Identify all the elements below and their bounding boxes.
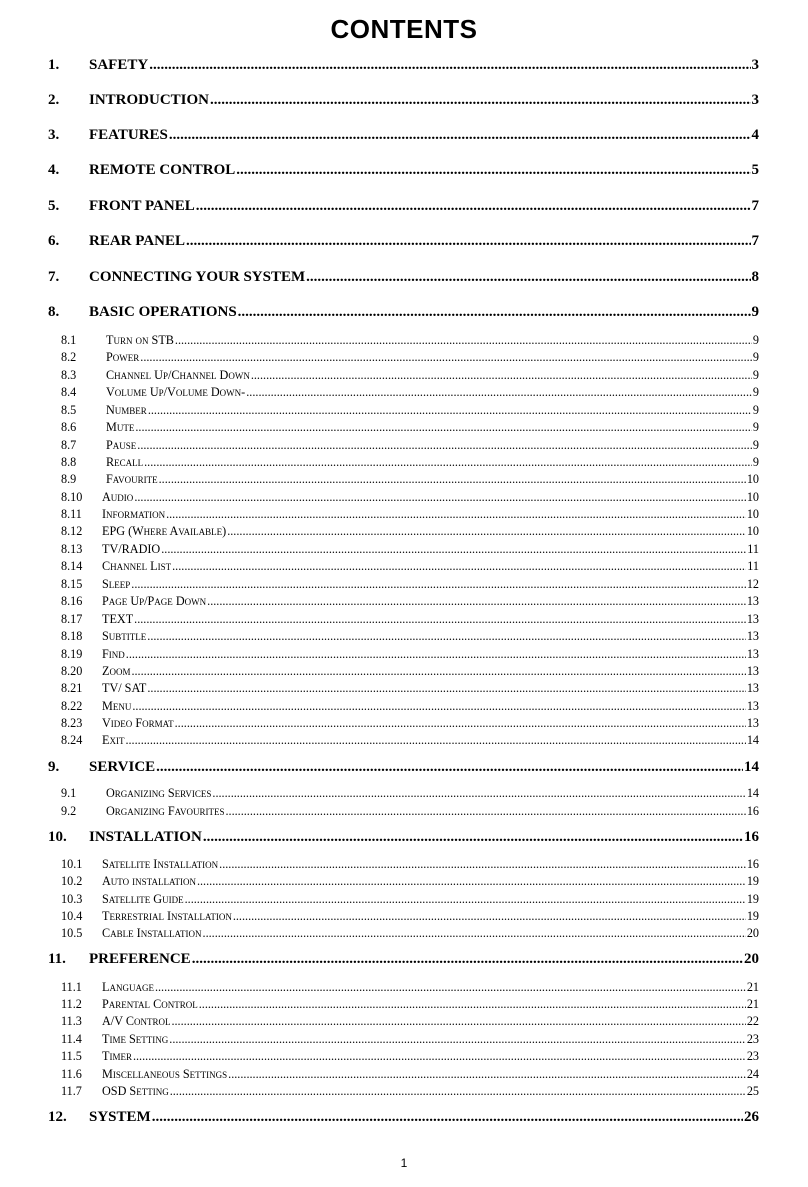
toc-entry-number: 8.11 (61, 507, 82, 521)
toc-dot-leader (161, 542, 746, 557)
toc-entry-page: 22 (746, 1014, 759, 1028)
toc-subsection-entry[interactable] (48, 997, 759, 1013)
toc-entry-page: 19 (746, 909, 759, 923)
toc-entry-label: OSD Setting (102, 1084, 169, 1098)
toc-subsection-entry[interactable] (48, 507, 759, 523)
toc-entry-label: Satellite Guide (102, 892, 184, 906)
toc-entry-page: 9 (752, 420, 759, 434)
toc-dot-leader (203, 829, 743, 846)
toc-entry-number: 8.16 (61, 594, 83, 608)
toc-entry-label: Exit (102, 733, 125, 747)
toc-entry-label: FRONT PANEL (89, 198, 195, 214)
toc-entry-page: 16 (746, 804, 759, 818)
toc-dot-leader (236, 162, 750, 179)
toc-entry-number: 11.2 (61, 997, 82, 1011)
toc-subsection-entry[interactable] (48, 681, 759, 697)
toc-dot-leader (233, 909, 746, 924)
toc-subsection-entry[interactable] (48, 350, 759, 366)
toc-entry-number: 8.17 (61, 612, 83, 626)
toc-entry-number: 8.13 (61, 542, 83, 556)
toc-dot-leader (159, 472, 746, 487)
toc-entry-label: Mute (106, 420, 135, 434)
toc-entry-label: PREFERENCE (89, 951, 191, 967)
toc-entry-number: 11.5 (61, 1049, 82, 1063)
toc-dot-leader (140, 350, 752, 365)
toc-subsection-entry[interactable] (48, 1032, 759, 1048)
toc-entry-number: 11. (48, 951, 66, 967)
toc-section-entry[interactable] (48, 92, 759, 112)
toc-entry-label: Favourite (106, 472, 158, 486)
toc-entry-number: 8.4 (61, 385, 77, 399)
toc-subsection-entry[interactable] (48, 612, 759, 628)
toc-entry-label: FEATURES (89, 127, 168, 143)
toc-entry-number: 6. (48, 233, 60, 249)
toc-subsection-entry[interactable] (48, 333, 759, 349)
toc-section-entry[interactable] (48, 829, 759, 849)
toc-entry-label: TV/ SAT (102, 681, 147, 695)
toc-entry-number: 2. (48, 92, 60, 108)
toc-entry-page: 9 (752, 403, 759, 417)
toc-section-entry[interactable] (48, 759, 759, 779)
toc-entry-page: 11 (747, 542, 759, 556)
toc-subsection-entry[interactable] (48, 1049, 759, 1065)
toc-subsection-entry[interactable] (48, 490, 759, 506)
toc-entry-label: REAR PANEL (89, 233, 185, 249)
toc-entry-label: Terrestrial Installation (102, 909, 232, 923)
toc-entry-number: 3. (48, 127, 60, 143)
toc-entry-number: 5. (48, 198, 60, 214)
toc-entry-number: 8.14 (61, 559, 83, 573)
toc-entry-number: 10. (48, 829, 67, 845)
toc-dot-leader (251, 368, 752, 383)
toc-entry-page: 9 (752, 368, 759, 382)
toc-entry-page: 16 (746, 857, 759, 871)
toc-dot-leader (170, 1084, 746, 1099)
toc-dot-leader (185, 892, 746, 907)
toc-subsection-entry[interactable] (48, 892, 759, 908)
toc-subsection-entry[interactable] (48, 664, 759, 680)
toc-entry-number: 7. (48, 269, 60, 285)
toc-dot-leader (212, 786, 745, 801)
toc-entry-label: TV/RADIO (102, 542, 161, 556)
toc-subsection-entry[interactable] (48, 438, 759, 454)
toc-entry-number: 8.24 (61, 733, 83, 747)
toc-entry-label: Parental Control (102, 997, 198, 1011)
toc-entry-label: Channel Up/Channel Down (106, 368, 250, 382)
toc-entry-page: 26 (744, 1109, 759, 1125)
toc-dot-leader (132, 699, 745, 714)
toc-entry-number: 11.6 (61, 1067, 82, 1081)
toc-entry-page: 9 (752, 385, 759, 399)
toc-entry-label: Miscellaneous Settings (102, 1067, 228, 1081)
toc-subsection-entry[interactable] (48, 1014, 759, 1030)
toc-entry-label: Language (102, 980, 154, 994)
toc-subsection-entry[interactable] (48, 874, 759, 890)
toc-dot-leader (155, 980, 746, 995)
toc-entry-number: 8.22 (61, 699, 83, 713)
toc-entry-page: 20 (746, 926, 759, 940)
toc-subsection-entry[interactable] (48, 594, 759, 610)
toc-entry-page: 13 (746, 664, 759, 678)
toc-section-entry[interactable] (48, 951, 759, 971)
toc-dot-leader (169, 1032, 746, 1047)
toc-dot-leader (203, 926, 746, 941)
toc-entry-page: 7 (751, 233, 759, 249)
toc-dot-leader (166, 507, 746, 522)
toc-dot-leader (228, 1067, 746, 1082)
toc-entry-label: Video Format (102, 716, 174, 730)
toc-section-entry[interactable] (48, 233, 759, 253)
toc-dot-leader (152, 1109, 743, 1126)
toc-entry-label: A/V Control (102, 1014, 171, 1028)
toc-section-entry[interactable] (48, 269, 759, 289)
toc-entry-page: 21 (746, 997, 759, 1011)
toc-subsection-entry[interactable] (48, 733, 759, 749)
toc-entry-number: 8.10 (61, 490, 83, 504)
toc-entry-label: Timer (102, 1049, 132, 1063)
toc-entry-page: 9 (751, 304, 759, 320)
toc-entry-label: Find (102, 647, 125, 661)
toc-entry-number: 12. (48, 1109, 67, 1125)
toc-entry-page: 25 (746, 1084, 759, 1098)
toc-entry-label: Organizing Favourites (106, 804, 225, 818)
toc-dot-leader (196, 198, 751, 215)
toc-entry-page: 13 (746, 594, 759, 608)
toc-subsection-entry[interactable] (48, 455, 759, 471)
toc-entry-label: BASIC OPERATIONS (89, 304, 237, 320)
toc-dot-leader (133, 1049, 746, 1064)
toc-entry-number: 1. (48, 57, 60, 73)
toc-entry-number: 8.18 (61, 629, 83, 643)
toc-subsection-entry[interactable] (48, 559, 759, 575)
toc-entry-page: 13 (746, 699, 759, 713)
toc-dot-leader (227, 524, 746, 539)
toc-dot-leader (175, 333, 752, 348)
toc-dot-leader (148, 403, 752, 418)
toc-entry-page: 10 (746, 490, 759, 504)
toc-entry-number: 11.1 (61, 980, 82, 994)
toc-subsection-entry[interactable] (48, 647, 759, 663)
toc-entry-page: 10 (746, 524, 759, 538)
toc-entry-label: Auto installation (102, 874, 196, 888)
toc-entry-number: 8.5 (61, 403, 77, 417)
toc-entry-page: 19 (746, 874, 759, 888)
toc-dot-leader (192, 951, 743, 968)
toc-dot-leader (144, 455, 752, 470)
toc-entry-page: 13 (746, 612, 759, 626)
toc-subsection-entry[interactable] (48, 385, 759, 401)
toc-entry-label: Sleep (102, 577, 131, 591)
toc-dot-leader (149, 57, 750, 74)
toc-entry-page: 9 (752, 350, 759, 364)
toc-entry-page: 10 (746, 507, 759, 521)
toc-section-entry[interactable] (48, 127, 759, 147)
toc-entry-page: 9 (752, 438, 759, 452)
toc-entry-label: Page Up/Page Down (102, 594, 207, 608)
toc-subsection-entry[interactable] (48, 542, 759, 558)
toc-entry-label: Number (106, 403, 147, 417)
toc-subsection-entry[interactable] (48, 909, 759, 925)
toc-dot-leader (126, 647, 746, 662)
toc-dot-leader (246, 385, 752, 400)
toc-entry-number: 8. (48, 304, 60, 320)
toc-dot-leader (186, 233, 751, 250)
toc-entry-number: 10.5 (61, 926, 83, 940)
toc-entry-label: EPG (Where Available) (102, 524, 227, 538)
toc-dot-leader (134, 612, 746, 627)
toc-entry-number: 8.6 (61, 420, 77, 434)
toc-entry-page: 14 (746, 786, 759, 800)
toc-dot-leader (131, 664, 745, 679)
toc-entry-label: Power (106, 350, 140, 364)
toc-dot-leader (137, 438, 752, 453)
toc-entry-number: 8.9 (61, 472, 77, 486)
toc-entry-label: Information (102, 507, 166, 521)
toc-entry-label: Channel List (102, 559, 172, 573)
toc-section-entry[interactable] (48, 57, 759, 77)
toc-dot-leader (199, 997, 746, 1012)
toc-entry-label: REMOTE CONTROL (89, 162, 236, 178)
toc-dot-leader (172, 559, 746, 574)
toc-entry-page: 21 (746, 980, 759, 994)
toc-entry-page: 19 (746, 892, 759, 906)
toc-entry-number: 11.3 (61, 1014, 82, 1028)
page-number: 1 (400, 1156, 408, 1170)
toc-dot-leader (207, 594, 746, 609)
toc-entry-number: 8.3 (61, 368, 77, 382)
toc-subsection-entry[interactable] (48, 1084, 759, 1100)
toc-subsection-entry[interactable] (48, 716, 759, 732)
toc-dot-leader (171, 1014, 745, 1029)
toc-section-entry[interactable] (48, 162, 759, 182)
toc-entry-page: 9 (752, 333, 759, 347)
toc-dot-leader (135, 420, 752, 435)
toc-entry-page: 23 (746, 1032, 759, 1046)
toc-entry-number: 9. (48, 759, 60, 775)
toc-dot-leader (219, 857, 746, 872)
toc-dot-leader (306, 269, 750, 286)
toc-entry-label: Menu (102, 699, 132, 713)
toc-section-entry[interactable] (48, 304, 759, 324)
toc-entry-label: SAFETY (89, 57, 149, 73)
toc-entry-label: Recall (106, 455, 144, 469)
toc-entry-number: 8.12 (61, 524, 83, 538)
toc-entry-label: Subtitle (102, 629, 147, 643)
toc-entry-page: 24 (746, 1067, 759, 1081)
toc-dot-leader (210, 92, 750, 109)
toc-entry-label: Audio (102, 490, 134, 504)
toc-dot-leader (175, 716, 746, 731)
toc-dot-leader (197, 874, 746, 889)
toc-entry-page: 16 (744, 829, 759, 845)
toc-dot-leader (156, 759, 743, 776)
toc-entry-label: SYSTEM (89, 1109, 151, 1125)
toc-subsection-entry[interactable] (48, 403, 759, 419)
toc-entry-label: INTRODUCTION (89, 92, 210, 108)
toc-subsection-entry[interactable] (48, 699, 759, 715)
toc-entry-page: 12 (746, 577, 759, 591)
toc-entry-number: 4. (48, 162, 60, 178)
toc-entry-page: 13 (746, 647, 759, 661)
toc-dot-leader (169, 127, 751, 144)
document-title: CONTENTS (330, 14, 478, 44)
toc-subsection-entry[interactable] (48, 577, 759, 593)
toc-entry-number: 8.15 (61, 577, 83, 591)
toc-entry-number: 8.1 (61, 333, 77, 347)
toc-subsection-entry[interactable] (48, 804, 759, 820)
toc-entry-label: CONNECTING YOUR SYSTEM (89, 269, 306, 285)
toc-subsection-entry[interactable] (48, 472, 759, 488)
toc-entry-page: 3 (751, 92, 759, 108)
toc-entry-page: 13 (746, 629, 759, 643)
toc-entry-page: 13 (746, 681, 759, 695)
toc-dot-leader (238, 304, 751, 321)
toc-entry-page: 23 (746, 1049, 759, 1063)
toc-entry-number: 9.1 (61, 786, 77, 800)
toc-entry-page: 8 (751, 269, 759, 285)
toc-entry-label: Pause (106, 438, 137, 452)
toc-entry-number: 8.20 (61, 664, 83, 678)
toc-subsection-entry[interactable] (48, 1067, 759, 1083)
toc-entry-label: Volume Up/Volume Down- (106, 385, 246, 399)
toc-subsection-entry[interactable] (48, 857, 759, 873)
toc-entry-number: 9.2 (61, 804, 77, 818)
toc-subsection-entry[interactable] (48, 368, 759, 384)
toc-entry-page: 9 (752, 455, 759, 469)
toc-subsection-entry[interactable] (48, 786, 759, 802)
toc-section-entry[interactable] (48, 198, 759, 218)
toc-entry-page: 4 (751, 127, 759, 143)
toc-entry-page: 5 (751, 162, 759, 178)
toc-section-entry[interactable] (48, 1109, 759, 1129)
toc-entry-page: 20 (744, 951, 759, 967)
toc-entry-page: 14 (744, 759, 759, 775)
toc-entry-page: 7 (751, 198, 759, 214)
toc-entry-number: 8.19 (61, 647, 83, 661)
toc-dot-leader (147, 629, 746, 644)
toc-entry-label: Time Setting (102, 1032, 169, 1046)
toc-entry-number: 10.3 (61, 892, 83, 906)
toc-subsection-entry[interactable] (48, 980, 759, 996)
toc-entry-page: 10 (746, 472, 759, 486)
toc-entry-label: INSTALLATION (89, 829, 202, 845)
toc-entry-label: Turn on STB (106, 333, 174, 347)
toc-entry-number: 10.2 (61, 874, 83, 888)
toc-dot-leader (147, 681, 745, 696)
toc-dot-leader (134, 490, 746, 505)
toc-entry-number: 8.2 (61, 350, 77, 364)
toc-entry-number: 8.8 (61, 455, 77, 469)
toc-entry-label: Organizing Services (106, 786, 212, 800)
toc-entry-number: 8.23 (61, 716, 83, 730)
toc-entry-number: 8.7 (61, 438, 77, 452)
toc-subsection-entry[interactable] (48, 524, 759, 540)
toc-dot-leader (125, 733, 745, 748)
toc-entry-label: Zoom (102, 664, 131, 678)
toc-entry-label: SERVICE (89, 759, 156, 775)
toc-entry-page: 13 (746, 716, 759, 730)
toc-entry-label: Cable Installation (102, 926, 202, 940)
toc-entry-label: Satellite Installation (102, 857, 219, 871)
toc-dot-leader (131, 577, 746, 592)
toc-entry-label: TEXT (102, 612, 134, 626)
toc-subsection-entry[interactable] (48, 926, 759, 942)
toc-entry-page: 3 (751, 57, 759, 73)
toc-entry-page: 14 (746, 733, 759, 747)
toc-subsection-entry[interactable] (48, 629, 759, 645)
toc-entry-number: 8.21 (61, 681, 83, 695)
toc-entry-page: 11 (747, 559, 759, 573)
toc-entry-number: 11.4 (61, 1032, 82, 1046)
toc-dot-leader (225, 804, 745, 819)
toc-entry-number: 10.4 (61, 909, 83, 923)
toc-entry-number: 11.7 (61, 1084, 82, 1098)
toc-subsection-entry[interactable] (48, 420, 759, 436)
toc-entry-number: 10.1 (61, 857, 83, 871)
